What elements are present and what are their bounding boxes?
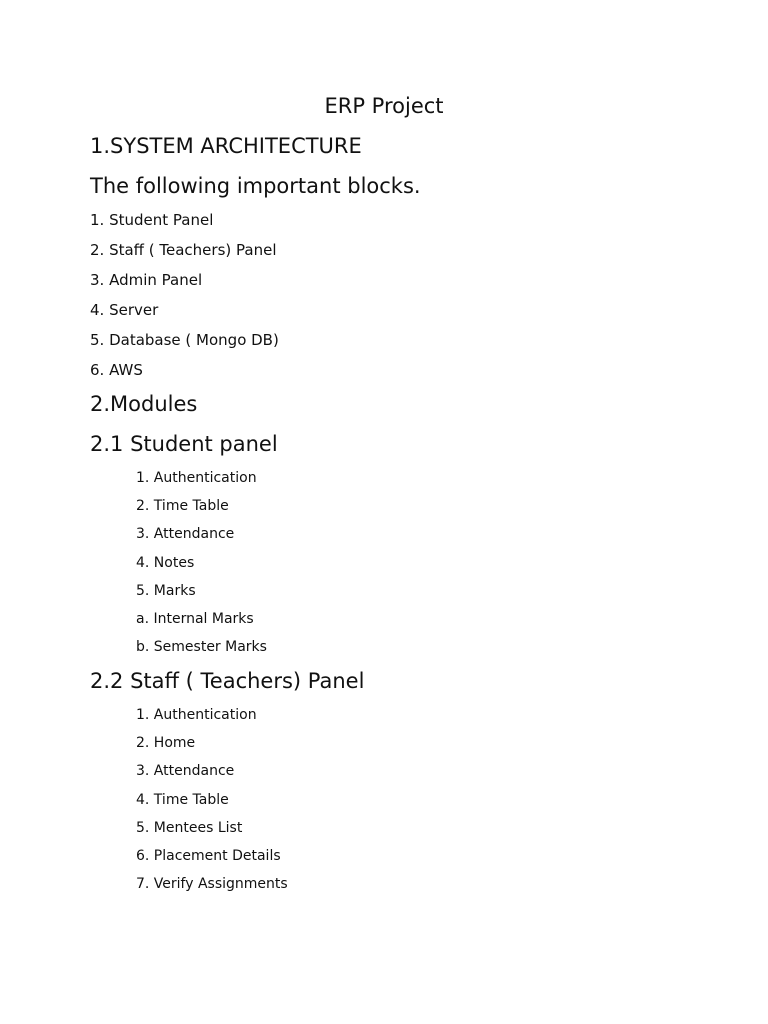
list-item: b. Semester Marks bbox=[136, 639, 267, 656]
list-item: 3. Attendance bbox=[136, 763, 235, 780]
list-item: 2. Staff ( Teachers) Panel bbox=[90, 241, 277, 259]
list-item: 2. Home bbox=[136, 735, 196, 752]
list-item: 4. Notes bbox=[136, 554, 195, 571]
list-item: 1. Authentication bbox=[136, 707, 257, 723]
subsection-heading-student-panel: 2.1 Student panel bbox=[90, 432, 278, 456]
list-item: a. Internal Marks bbox=[136, 610, 254, 627]
section-intro: The following important blocks. bbox=[90, 174, 421, 198]
list-item: 6. Placement Details bbox=[136, 847, 281, 864]
staff-panel-list bbox=[136, 705, 288, 902]
document-title: ERP Project bbox=[324, 94, 444, 118]
list-item: 4. Time Table bbox=[136, 791, 229, 808]
list-item: 5. Marks bbox=[136, 582, 196, 599]
list-item: 3. Attendance bbox=[136, 526, 235, 543]
student-panel-list bbox=[136, 468, 267, 665]
list-item: 5. Mentees List bbox=[136, 819, 243, 836]
subsection-heading-staff-panel: 2.2 Staff ( Teachers) Panel bbox=[90, 669, 365, 693]
list-item: 2. Time Table bbox=[136, 498, 229, 515]
list-item: 1. Student Panel bbox=[90, 211, 214, 229]
list-item: 6. AWS bbox=[90, 361, 143, 379]
list-item: 7. Verify Assignments bbox=[136, 876, 288, 893]
section-heading-system-architecture: 1.SYSTEM ARCHITECTURE bbox=[90, 134, 362, 158]
list-item: 5. Database ( Mongo DB) bbox=[90, 331, 279, 349]
list-item: 1. Authentication bbox=[136, 470, 257, 486]
blocks-list bbox=[90, 210, 279, 390]
list-item: 4. Server bbox=[90, 301, 159, 319]
section-heading-modules: 2.Modules bbox=[90, 392, 198, 416]
list-item: 3. Admin Panel bbox=[90, 271, 203, 289]
